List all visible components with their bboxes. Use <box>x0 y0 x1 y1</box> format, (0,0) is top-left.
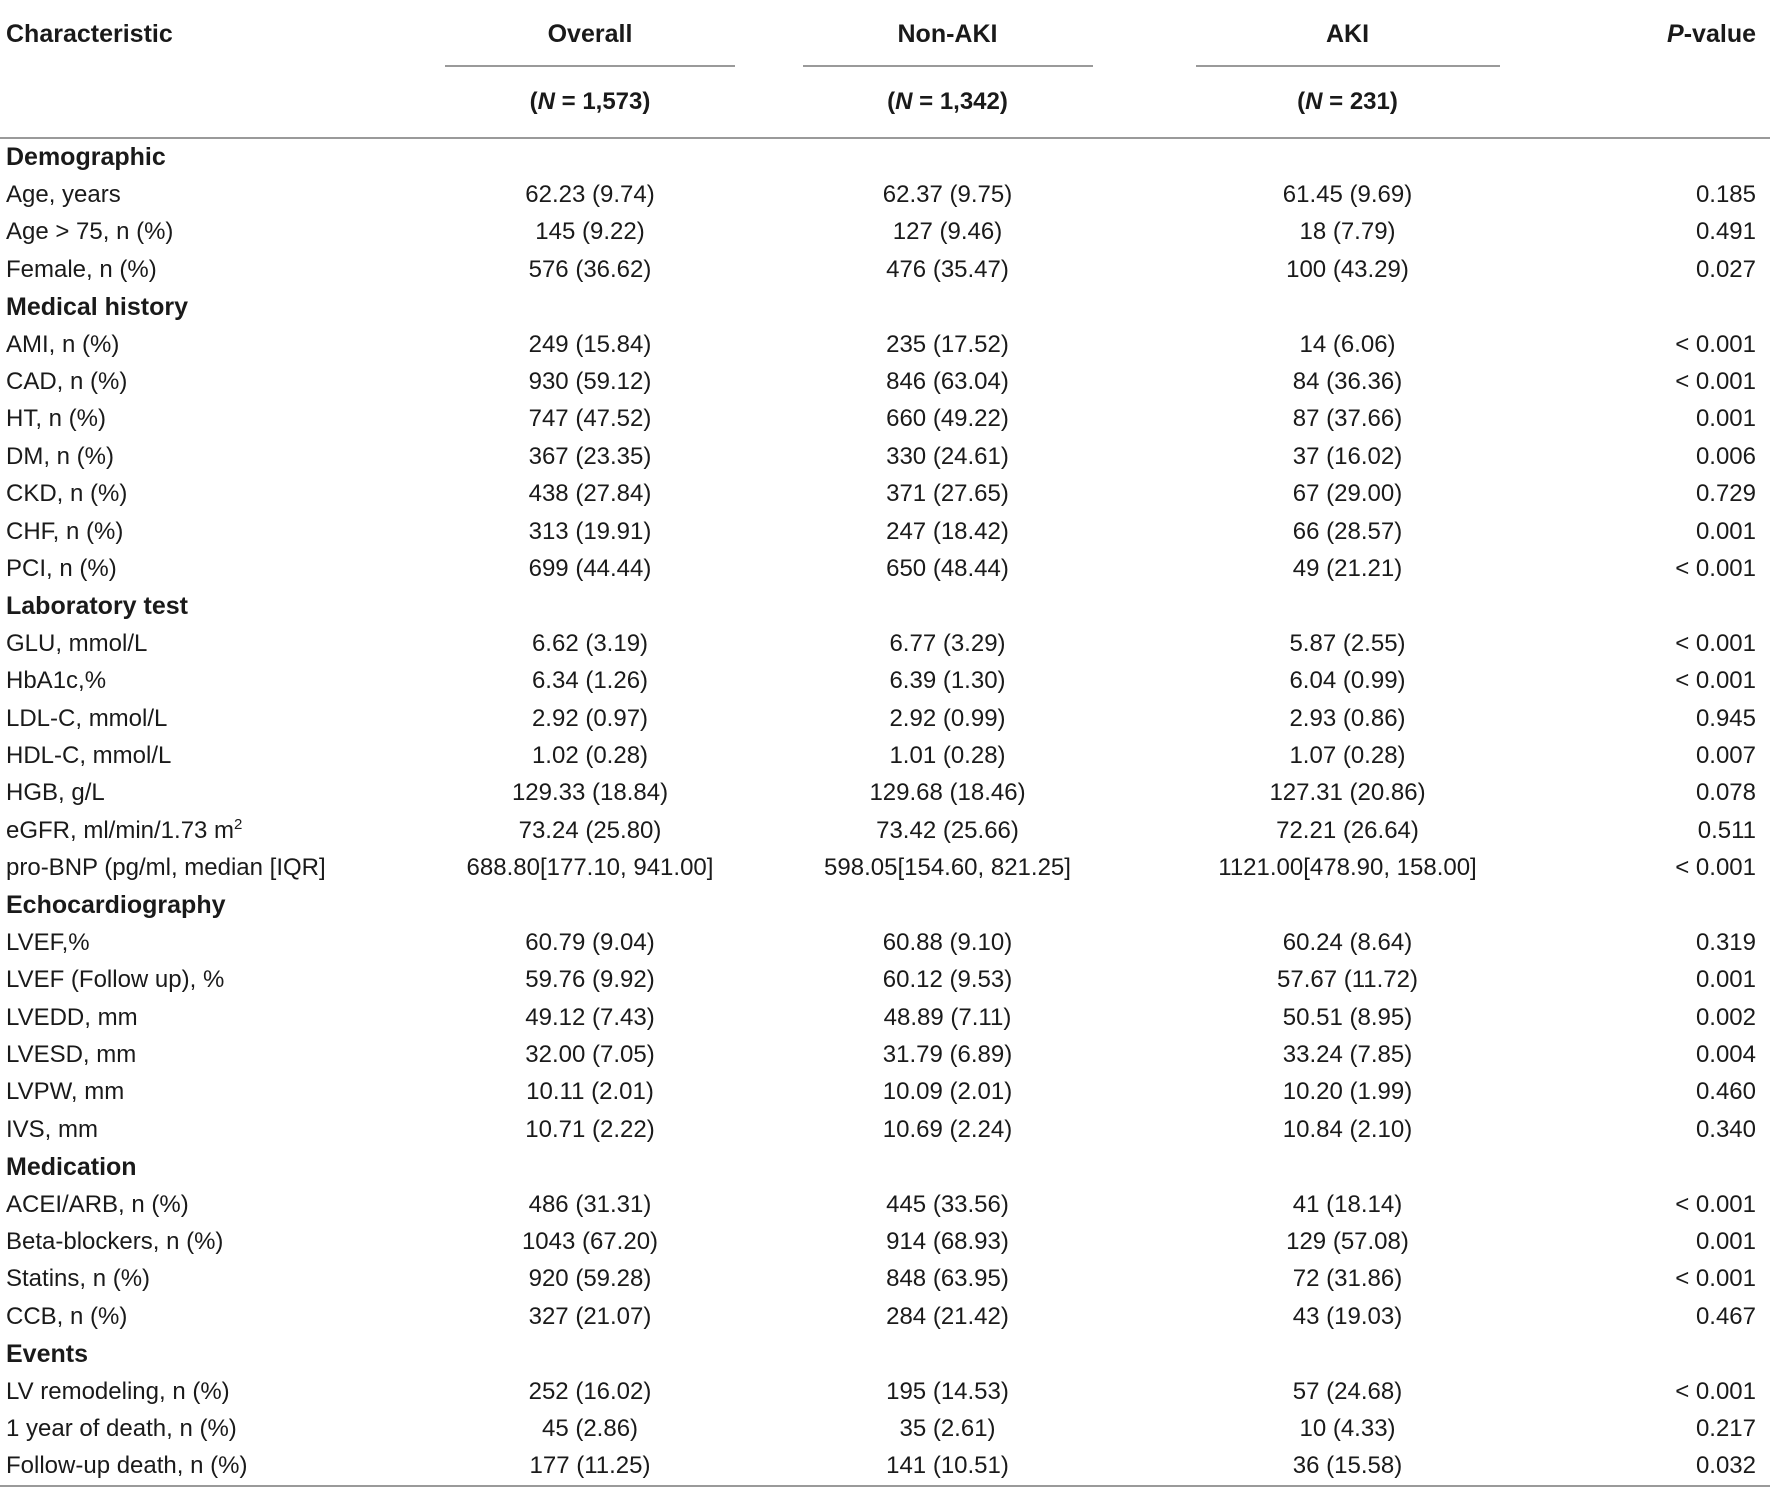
table-row <box>0 214 1770 251</box>
cell-non-aki: 127 (9.46) <box>892 218 1003 246</box>
header-aki: AKI <box>1196 20 1500 67</box>
header-p-value: P-value <box>1667 20 1756 48</box>
cell-overall: 438 (27.84) <box>528 480 652 508</box>
table-body <box>0 138 1770 1486</box>
cell-aki: 60.24 (8.64) <box>1282 928 1413 956</box>
table-row <box>0 1410 1770 1447</box>
cell-p-value: 0.945 <box>1695 704 1756 732</box>
cell-aki: 57.67 (11.72) <box>1277 966 1418 994</box>
cell-aki: 18 (7.79) <box>1299 218 1396 246</box>
cell-overall: 2.92 (0.97) <box>531 704 649 732</box>
row-label: Female, n (%) <box>6 255 157 283</box>
cell-p-value: 0.007 <box>1695 741 1756 769</box>
cell-non-aki: 129.68 (18.46) <box>869 779 1026 807</box>
row-label: HGB, g/L <box>6 779 105 807</box>
cell-aki: 50.51 (8.95) <box>1282 1003 1413 1031</box>
cell-overall: 249 (15.84) <box>528 330 652 358</box>
row-label: LVESD, mm <box>6 1041 137 1069</box>
cell-non-aki: 247 (18.42) <box>886 517 1009 545</box>
cell-non-aki: 284 (21.42) <box>886 1302 1009 1330</box>
cell-overall: 688.80[177.10, 941.00] <box>466 854 714 882</box>
row-label: LVEF,% <box>6 928 90 956</box>
cell-overall: 45 (2.86) <box>541 1414 639 1442</box>
table-row <box>0 662 1770 699</box>
section-label: Echocardiography <box>6 891 226 919</box>
table-header <box>0 8 1770 138</box>
section-header-row <box>0 588 1770 625</box>
cell-aki: 14 (6.06) <box>1299 330 1396 358</box>
table-row <box>0 1036 1770 1073</box>
cell-p-value: 0.467 <box>1695 1302 1756 1330</box>
section-label: Events <box>6 1339 88 1368</box>
row-label: GLU, mmol/L <box>6 629 148 657</box>
cell-non-aki: 60.12 (9.53) <box>882 966 1013 994</box>
cell-non-aki: 195 (14.53) <box>886 1377 1009 1405</box>
cell-non-aki: 476 (35.47) <box>886 255 1009 283</box>
table-row <box>0 849 1770 886</box>
cell-overall: 930 (59.12) <box>528 368 652 396</box>
cell-non-aki: 48.89 (7.11) <box>883 1003 1012 1031</box>
cell-overall: 6.62 (3.19) <box>531 629 649 657</box>
header-n-non-aki: (N = 1,342) <box>750 67 1145 138</box>
table-row <box>0 476 1770 513</box>
cell-p-value: < 0.001 <box>1675 854 1756 882</box>
cell-non-aki: 141 (10.51) <box>750 1448 1145 1486</box>
cell-non-aki: 6.77 (3.29) <box>889 629 1006 657</box>
cell-overall: 747 (47.52) <box>528 405 652 433</box>
section-label: Laboratory test <box>6 591 188 620</box>
table-row <box>0 700 1770 737</box>
cell-non-aki: 10.69 (2.24) <box>882 1115 1013 1143</box>
row-label: AMI, n (%) <box>6 330 120 358</box>
cell-non-aki: 660 (49.22) <box>886 405 1009 433</box>
cell-overall: 49.12 (7.43) <box>525 1003 655 1031</box>
row-label: CAD, n (%) <box>6 368 128 396</box>
cell-overall: 920 (59.28) <box>528 1265 652 1293</box>
row-label: LVPW, mm <box>6 1078 125 1106</box>
cell-non-aki: 371 (27.65) <box>886 480 1009 508</box>
cell-overall: 1043 (67.20) <box>521 1228 659 1256</box>
section-label: Medical history <box>6 292 188 321</box>
cell-overall: 73.24 (25.80) <box>518 816 662 844</box>
table-row <box>0 550 1770 587</box>
table-row <box>0 1373 1770 1410</box>
cell-p-value: 0.511 <box>1697 816 1756 844</box>
cell-aki: 6.04 (0.99) <box>1289 667 1406 695</box>
table-row <box>0 1074 1770 1111</box>
cell-overall: 60.79 (9.04) <box>525 928 655 956</box>
cell-p-value: 0.001 <box>1695 517 1756 545</box>
row-label: pro-BNP (pg/ml, median [IQR] <box>6 854 326 882</box>
row-label: LDL-C, mmol/L <box>6 704 168 732</box>
cell-non-aki: 10.09 (2.01) <box>882 1078 1013 1106</box>
table-row <box>0 1261 1770 1298</box>
cell-p-value: < 0.001 <box>1675 1377 1756 1405</box>
cell-overall: 10.71 (2.22) <box>525 1115 655 1143</box>
cell-overall: 177 (11.25) <box>430 1448 750 1486</box>
cell-p-value: 0.491 <box>1695 218 1756 246</box>
table-row <box>0 999 1770 1036</box>
cell-non-aki: 6.39 (1.30) <box>889 667 1006 695</box>
row-label: CCB, n (%) <box>6 1302 128 1330</box>
cell-p-value: 0.002 <box>1695 1003 1756 1031</box>
row-label: DM, n (%) <box>6 442 114 470</box>
cell-non-aki: 31.79 (6.89) <box>882 1041 1013 1069</box>
cell-non-aki: 235 (17.52) <box>886 330 1009 358</box>
cell-aki: 1.07 (0.28) <box>1289 741 1406 769</box>
section-label: Demographic <box>6 143 166 172</box>
cell-p-value: < 0.001 <box>1675 667 1756 695</box>
section-header-row <box>0 289 1770 326</box>
row-label: LVEDD, mm <box>6 1003 138 1031</box>
row-label: CKD, n (%) <box>6 480 128 508</box>
cell-non-aki: 62.37 (9.75) <box>882 181 1013 209</box>
cell-aki: 129 (57.08) <box>1286 1228 1409 1256</box>
cell-p-value: 0.006 <box>1695 442 1756 470</box>
cell-overall: 699 (44.44) <box>528 554 652 582</box>
header-n-overall: (N = 1,573) <box>430 67 750 138</box>
cell-p-value: 0.340 <box>1695 1115 1756 1143</box>
cell-aki: 72 (31.86) <box>1292 1265 1403 1293</box>
table-row <box>0 924 1770 961</box>
cell-overall: 313 (19.91) <box>528 517 652 545</box>
cell-non-aki: 848 (63.95) <box>886 1265 1009 1293</box>
cell-non-aki: 1.01 (0.28) <box>889 741 1006 769</box>
row-label: Age > 75, n (%) <box>6 218 174 246</box>
cell-overall: 367 (23.35) <box>528 442 652 470</box>
cell-aki: 5.87 (2.55) <box>1289 629 1406 657</box>
cell-aki: 33.24 (7.85) <box>1282 1041 1413 1069</box>
row-label: ACEI/ARB, n (%) <box>6 1190 189 1218</box>
cell-aki: 10.20 (1.99) <box>1282 1078 1413 1106</box>
cell-aki: 84 (36.36) <box>1292 368 1403 396</box>
section-header-row <box>0 887 1770 924</box>
cell-non-aki: 60.88 (9.10) <box>882 928 1013 956</box>
header-overall: Overall <box>445 20 735 67</box>
section-header-row <box>0 1336 1770 1373</box>
table-row <box>0 962 1770 999</box>
header-characteristic: Characteristic <box>6 20 173 48</box>
table-row <box>0 1223 1770 1260</box>
cell-aki: 36 (15.58) <box>1145 1448 1550 1486</box>
table-row <box>0 251 1770 288</box>
cell-aki: 66 (28.57) <box>1292 517 1403 545</box>
section-header-row <box>0 138 1770 176</box>
cell-aki: 10.84 (2.10) <box>1282 1115 1413 1143</box>
cell-overall: 59.76 (9.92) <box>525 966 655 994</box>
cell-non-aki: 2.92 (0.99) <box>889 704 1006 732</box>
cell-non-aki: 330 (24.61) <box>886 442 1009 470</box>
cell-aki: 41 (18.14) <box>1292 1190 1403 1218</box>
cell-p-value: < 0.001 <box>1675 330 1756 358</box>
row-label: HT, n (%) <box>6 405 107 433</box>
cell-overall: 327 (21.07) <box>528 1302 652 1330</box>
row-label: IVS, mm <box>6 1115 99 1143</box>
cell-non-aki: 650 (48.44) <box>886 554 1009 582</box>
row-label: Age, years <box>6 181 121 209</box>
cell-aki: 2.93 (0.86) <box>1289 704 1406 732</box>
cell-aki: 87 (37.66) <box>1292 405 1403 433</box>
cell-overall: 10.11 (2.01) <box>526 1078 654 1106</box>
row-label: PCI, n (%) <box>6 554 117 582</box>
cell-p-value: 0.032 <box>1550 1448 1770 1486</box>
cell-non-aki: 73.42 (25.66) <box>876 816 1019 844</box>
row-label: CHF, n (%) <box>6 517 124 545</box>
table-row <box>0 625 1770 662</box>
cell-aki: 61.45 (9.69) <box>1282 181 1413 209</box>
row-label: Follow-up death, n (%) <box>0 1448 430 1486</box>
cell-overall: 252 (16.02) <box>528 1377 652 1405</box>
cell-aki: 37 (16.02) <box>1292 442 1403 470</box>
cell-p-value: 0.078 <box>1695 779 1756 807</box>
table-row <box>0 775 1770 812</box>
table-row <box>0 1186 1770 1223</box>
table-row <box>0 326 1770 363</box>
cell-non-aki: 914 (68.93) <box>886 1228 1009 1256</box>
cell-overall: 145 (9.22) <box>535 218 645 246</box>
cell-p-value: 0.001 <box>1695 405 1756 433</box>
cell-p-value: 0.004 <box>1695 1041 1756 1069</box>
table-row <box>0 1448 1770 1486</box>
header-n-aki: (N = 231) <box>1145 67 1550 138</box>
cell-overall: 32.00 (7.05) <box>525 1041 655 1069</box>
cell-overall: 6.34 (1.26) <box>531 667 649 695</box>
cell-overall: 576 (36.62) <box>528 255 652 283</box>
characteristics-table <box>0 8 1770 1487</box>
table-row <box>0 176 1770 213</box>
cell-overall: 1.02 (0.28) <box>531 741 649 769</box>
cell-overall: 129.33 (18.84) <box>511 779 669 807</box>
cell-p-value: 0.185 <box>1695 181 1756 209</box>
table-row <box>0 1298 1770 1335</box>
row-label: eGFR, ml/min/1.73 $m^2$ <box>6 816 243 845</box>
table-row <box>0 1111 1770 1148</box>
table-row <box>0 737 1770 774</box>
cell-p-value: 0.001 <box>1695 1228 1756 1256</box>
cell-overall: 62.23 (9.74) <box>525 181 655 209</box>
cell-p-value: < 0.001 <box>1675 1190 1756 1218</box>
cell-aki: 67 (29.00) <box>1292 480 1403 508</box>
row-label: HbA1c,% <box>6 667 107 695</box>
table-row <box>0 438 1770 475</box>
cell-aki: 10 (4.33) <box>1299 1414 1396 1442</box>
section-header-row <box>0 1149 1770 1186</box>
cell-p-value: 0.460 <box>1695 1078 1756 1106</box>
cell-non-aki: 35 (2.61) <box>899 1414 996 1442</box>
cell-non-aki: 445 (33.56) <box>886 1190 1009 1218</box>
table-row <box>0 812 1770 849</box>
cell-overall: 486 (31.31) <box>528 1190 652 1218</box>
cell-aki: 127.31 (20.86) <box>1269 779 1426 807</box>
cell-p-value: < 0.001 <box>1675 368 1756 396</box>
cell-aki: 57 (24.68) <box>1292 1377 1403 1405</box>
cell-aki: 100 (43.29) <box>1286 255 1409 283</box>
cell-p-value: 0.217 <box>1695 1414 1756 1442</box>
section-label: Medication <box>6 1152 137 1181</box>
row-label: HDL-C, mmol/L <box>6 741 172 769</box>
cell-non-aki: 598.05[154.60, 821.25] <box>824 854 1071 882</box>
cell-p-value: 0.319 <box>1695 928 1756 956</box>
cell-aki: 72.21 (26.64) <box>1276 816 1419 844</box>
table-row <box>0 401 1770 438</box>
cell-aki: 49 (21.21) <box>1292 554 1403 582</box>
row-label: LV remodeling, n (%) <box>6 1377 230 1405</box>
table-row <box>0 513 1770 550</box>
row-label: 1 year of death, n (%) <box>6 1414 237 1442</box>
header-non-aki: Non-AKI <box>803 20 1093 67</box>
table-row <box>0 363 1770 400</box>
cell-p-value: 0.027 <box>1695 255 1756 283</box>
row-label: LVEF (Follow up), % <box>6 966 225 994</box>
cell-p-value: < 0.001 <box>1675 629 1756 657</box>
row-label: Beta-blockers, n (%) <box>6 1228 224 1256</box>
cell-p-value: 0.001 <box>1695 966 1756 994</box>
cell-aki: 1121.00[478.90, 158.00] <box>1218 854 1477 882</box>
cell-non-aki: 846 (63.04) <box>886 368 1009 396</box>
cell-p-value: < 0.001 <box>1675 1265 1756 1293</box>
cell-p-value: < 0.001 <box>1675 554 1756 582</box>
cell-p-value: 0.729 <box>1695 480 1756 508</box>
row-label: Statins, n (%) <box>6 1265 151 1293</box>
cell-aki: 43 (19.03) <box>1292 1302 1403 1330</box>
